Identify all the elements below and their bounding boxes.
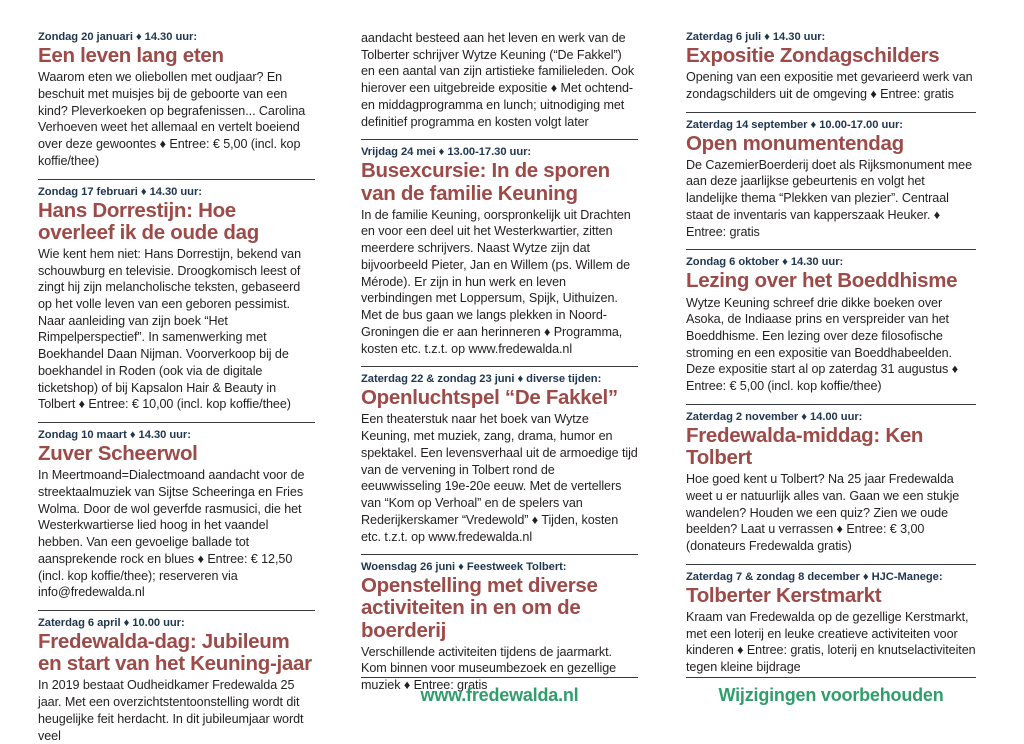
event-divider (686, 112, 976, 113)
event-open-monumentendag (686, 112, 976, 241)
event-title: Fredewalda-middag: Ken Tolbert (686, 423, 924, 470)
event-divider (686, 404, 976, 405)
event-divider (686, 249, 976, 250)
website-link[interactable]: www.fredewalda.nl (420, 685, 579, 706)
event-tolberter-kerstmarkt (686, 564, 976, 676)
event-title: Hans Dorrestijn: Hoe overleef ik de oude dag (38, 198, 259, 244)
event-een-leven-lang-eten (38, 30, 315, 170)
event-divider (38, 179, 315, 180)
event-date: Zaterdag 6 april ♦ 10.00 uur: (38, 617, 185, 630)
event-description: Wie kent hem niet: Hans Dorrestijn, bekend van schouwburg en televisie. Droogkomisch leest of zingt hij zijn melancholische teksten, gebaseerd op het volle leven van een geboren pessimist. Naar aanleiding van zijn boek “Het Rimpelperspectief”. In samenwerking met Boekhandel Daan Nijman. Voorverkoop bij de boekhandel in Roden (ook via de digitale ticketshop) of bij Kapsalon Hair & Beauty in Tolbert ♦ Entree: € 10,00 (incl. kop koffie/thee) (38, 246, 302, 412)
event-date: Vrijdag 24 mei ♦ 13.00-17.30 uur: (361, 146, 532, 159)
event-openstelling-boerderij (361, 554, 638, 694)
event-title: Lezing over het Boeddhisme (686, 269, 958, 293)
disclaimer-text: Wijzigingen voorbehouden (718, 685, 944, 706)
event-expositie-zondagschilders (686, 30, 976, 103)
footer-divider (686, 677, 976, 678)
event-description: Een theaterstuk naar het boek van Wytze Keuning, met muziek, zang, drama, humor en spektakel. Een levensverhaal uit de armoedige tijd van de vervening in Tolbert rond de eeuwwisseling 19e-20e eeuw. Met de vertellers van “Kom op Verhoal” en de spelers van Rederijkerskamer “Vredewold” ♦ Tijden, kosten etc. t.z.t. op www.fredewalda.nl (361, 412, 638, 544)
event-title: Busexcursie: In de sporen van de familie Keuning (361, 159, 610, 205)
event-title: Een leven lang eten (38, 44, 224, 67)
column-middle (361, 30, 638, 724)
event-date: Zondag 10 maart ♦ 14.30 uur: (38, 429, 191, 442)
continuation-text: aandacht besteed aan het leven en werk van de Tolberter schrijver Wytze Keuning (“De Fakkel”) en een aantal van zijn artistieke familieleden. Ook hierover een uitgebreide expositie ♦ Met ochtend- en middagprogramma en lunch; uitnodiging met definitief programma en kosten volgt later (361, 31, 635, 129)
footer-disclaimer-cell (686, 677, 976, 706)
event-busexcursie (361, 139, 638, 357)
event-fredewalda-middag (686, 404, 976, 555)
event-date: Zondag 6 oktober ♦ 14.30 uur: (686, 256, 844, 269)
event-description: Verschillende activiteiten tijdens de jaarmarkt. Kom binnen voor museumbezoek en gezellige muziek ♦ Entree: gratis (361, 644, 617, 693)
event-date: Zaterdag 7 & zondag 8 december ♦ HJC-Manege: (686, 570, 943, 583)
event-date: Zaterdag 22 & zondag 23 juni ♦ diverse tijden: (361, 373, 602, 386)
event-divider (361, 554, 638, 555)
event-description: In de familie Keuning, oorspronkelijk uit Drachten en voor een deel uit het Westerkwartier, zitten meerdere schrijvers. Naast Wytze zijn dat bijvoorbeeld Pieter, Jan en Willem (ps. Willem de Mérode). Er zijn in hun werk en leven verbindingen met Loppersum, Spijk, Uithuizen. Met de bus gaan we langs plekken in Noord-Groningen die er aan herinneren ♦ Programma, kosten etc. t.z.t. op www.fredewalda.nl (361, 207, 631, 356)
event-title: Openluchtspel “De Fakkel” (361, 386, 618, 410)
event-divider (38, 610, 315, 611)
event-divider (38, 422, 315, 423)
event-description: Waarom eten we oliebollen met oudjaar? En beschuit met muisjes bij de geboorte van een kind? Pleverkoeken op begrafenissen... Carolina Verhoeven weet het allemaal en vertelt boeiend over deze gewoontes ♦ Entree: € 5,00 (incl. kop koffie/thee) (38, 70, 306, 168)
event-title: Tolberter Kerstmarkt (686, 583, 882, 607)
event-title: Openstelling met diverse activiteiten in en om de boerderij (361, 574, 598, 642)
event-zuver-scheerwol (38, 422, 315, 601)
event-hans-dorrestijn (38, 179, 315, 414)
event-title: Expositie Zondagschilders (686, 44, 940, 67)
event-divider (686, 564, 976, 565)
event-openluchtspel-de-fakkel (361, 366, 638, 545)
footer-website-cell (361, 677, 638, 706)
event-description: Hoe goed kent u Tolbert? Na 25 jaar Fredewalda weet u er natuurlijk alles van. Gaan we een stukje wandelen? Houden we een quiz? Zien we oude beelden? Laat u verrassen ♦ Entree: € 3,00 (donateurs Fredewalda gratis) (686, 472, 960, 554)
event-description: Kraam van Fredewalda op de gezellige Kerstmarkt, met een loterij en leuke creatieve activiteiten voor kinderen ♦ Entree: gratis, loterij en knutselactiviteiten tegen kleine bijdrage (686, 609, 976, 675)
event-divider (361, 366, 638, 367)
event-title: Zuver Scheerwol (38, 442, 198, 466)
event-divider (361, 139, 638, 140)
event-date: Zaterdag 14 september ♦ 10.00-17.00 uur: (686, 118, 903, 131)
event-description: De CazemierBoerderij doet als Rijksmonument mee aan deze jaarlijkse gebeurtenis en volgt het landelijke thema “Plekken van plezier”. Centraal staat de inventaris van kapperszaak Heuker. ♦ Entree: gratis (686, 157, 973, 239)
event-date: Zondag 20 januari ♦ 14.30 uur: (38, 31, 198, 43)
page-footer (38, 677, 1004, 706)
column-right (686, 30, 976, 724)
footer-divider (361, 677, 638, 678)
event-date: Zaterdag 6 juli ♦ 14.30 uur: (686, 31, 826, 43)
event-title: Open monumentendag (686, 131, 904, 155)
event-date: Zaterdag 2 november ♦ 14.00 uur: (686, 410, 863, 423)
event-description: Opening van een expositie met gevarieerd werk van zondagschilders uit de omgeving ♦ Entree: gratis (686, 70, 973, 101)
column-left (38, 30, 315, 743)
event-date: Zondag 17 februari ♦ 14.30 uur: (38, 185, 202, 198)
event-description: Wytze Keuning schreef drie dikke boeken over Asoka, de Indiaase prins en verspreider van het Boeddhisme. Een lezing over deze filosofische stroming en een expositie van Boeddhabeelden. Deze expositie start al op zaterdag 31 augustus ♦ Entree: € 5,00 (incl. kop koffie/thee) (686, 295, 959, 394)
event-description: In 2019 bestaat Oudheidkamer Fredewalda 25 jaar. Met een overzichtstentoonstelling wordt dit heugelijke feit herdacht. In dit jubileumjaar wordt veel (38, 678, 304, 743)
event-description: In Meertmoand=Dialectmoand aandacht voor de streektaalmuziek van Sijtse Scheeringa en Fries Wolma. Door de wol geverfde rasmusici, die het Westerkwartierse lied hoog in het vaandel hebben. Van een gevoelige ballade tot aansprekende rock en blues ♦ Entree: € 12,50 (incl. kop koffie/thee); reserveren via info@fredewalda.nl (38, 468, 305, 600)
columns-container (38, 30, 1004, 743)
event-title: Fredewalda-dag: Jubileum en start van het Keuning-jaar (38, 630, 312, 676)
event-lezing-boeddhisme (686, 249, 976, 395)
event-date: Woensdag 26 juni ♦ Feestweek Tolbert: (361, 561, 567, 574)
